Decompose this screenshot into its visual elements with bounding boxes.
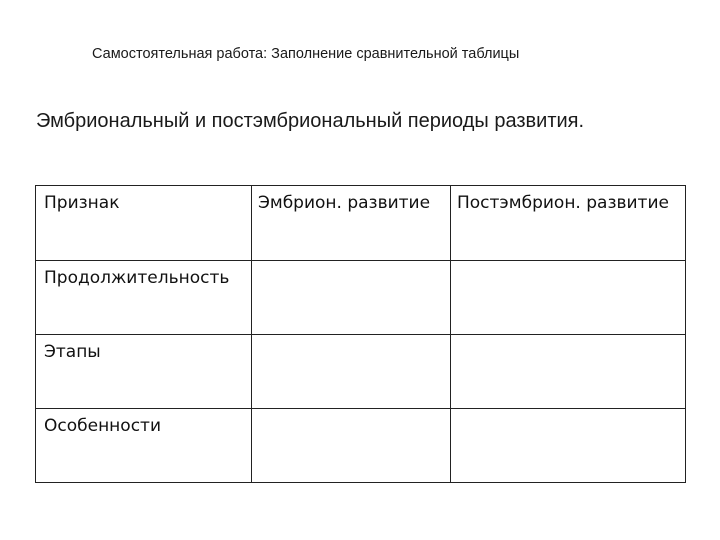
cell-duration-embryonic[interactable]	[252, 261, 451, 335]
column-header-embryonic: Эмбрион. развитие	[252, 186, 451, 261]
table-header-row	[36, 186, 686, 261]
row-label-stages: Этапы	[36, 335, 252, 409]
column-header-criterion: Признак	[36, 186, 252, 261]
table-row	[36, 409, 686, 483]
slide-subtitle: Самостоятельная работа: Заполнение сравнительной таблицы	[92, 46, 520, 62]
row-label-features: Особенности	[36, 409, 252, 483]
cell-stages-postembryonic[interactable]	[451, 335, 686, 409]
cell-duration-postembryonic[interactable]	[451, 261, 686, 335]
column-header-postembryonic: Постэмбрион. развитие	[451, 186, 686, 261]
slide-heading: Эмбриональный и постэмбриональный периоды развития.	[36, 110, 585, 132]
cell-stages-embryonic[interactable]	[252, 335, 451, 409]
cell-features-embryonic[interactable]	[252, 409, 451, 483]
cell-features-postembryonic[interactable]	[451, 409, 686, 483]
comparison-table	[35, 185, 686, 483]
row-label-duration: Продолжительность	[36, 261, 252, 335]
table-row	[36, 335, 686, 409]
table-row	[36, 261, 686, 335]
